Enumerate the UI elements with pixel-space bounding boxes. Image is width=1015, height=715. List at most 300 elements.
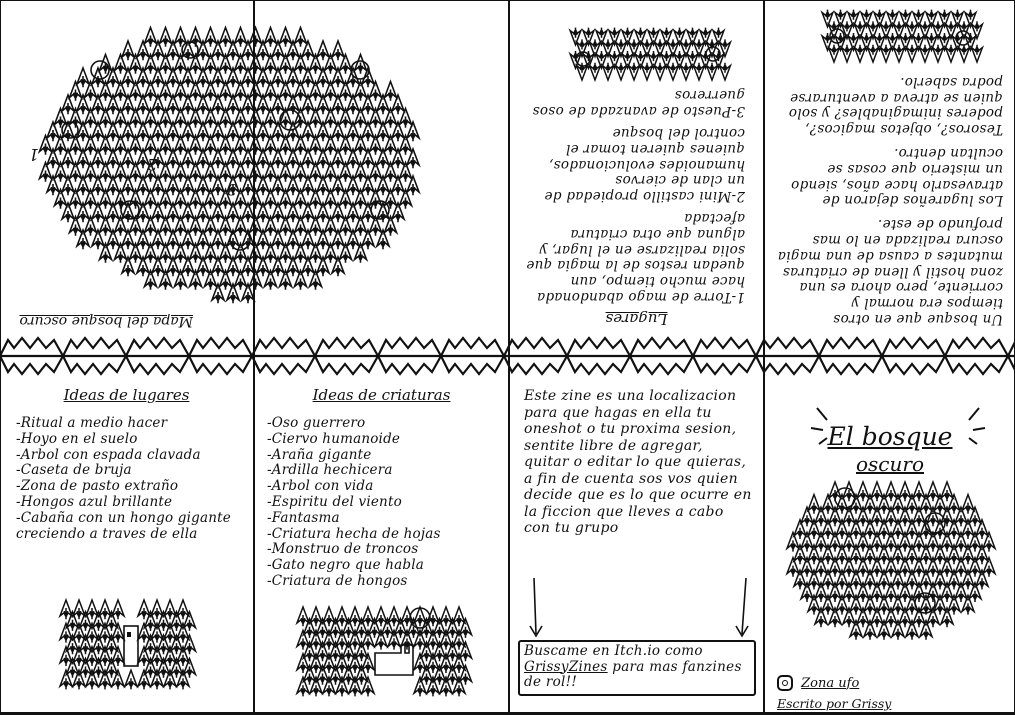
- tree-drawing: [969, 507, 981, 526]
- tree-drawing: [302, 257, 314, 276]
- tree-drawing: [939, 33, 950, 50]
- tree-drawing: [407, 176, 419, 195]
- tree-drawing: [946, 21, 957, 38]
- tree-drawing: [941, 532, 953, 551]
- tree-drawing: [878, 621, 890, 640]
- tree-drawing: [983, 558, 995, 577]
- tree-drawing: [934, 595, 946, 614]
- tree-drawing: [900, 10, 911, 27]
- tree-drawing: [257, 41, 269, 60]
- tree-drawing: [822, 495, 834, 514]
- tree-drawing: [700, 28, 711, 45]
- tree-drawing: [310, 244, 322, 263]
- tree-drawing: [616, 39, 627, 56]
- tree-drawing: [927, 507, 939, 526]
- tree-drawing: [257, 203, 269, 222]
- tree-drawing: [829, 507, 841, 526]
- tree-drawing: [257, 230, 269, 249]
- tree-drawing: [857, 558, 869, 577]
- zine-description: Este zine es una localizacion para que hagas en ella tu oneshot o tu proxima sesion, sentite libre de agregar, quitar o editar lo que quieras, a fin de cuenta sos vos quien decide que es lo que ocurre en la ficcion que lleves a cabo con tu grupo: [524, 388, 752, 536]
- tree-drawing: [842, 45, 853, 62]
- tree-drawing: [287, 95, 299, 114]
- tree-drawing: [655, 63, 666, 80]
- tree-drawing: [913, 583, 925, 602]
- tree-drawing: [965, 10, 976, 27]
- tree-drawing: [934, 495, 946, 514]
- tree-drawing: [295, 55, 307, 74]
- tree-drawing: [808, 520, 820, 539]
- cover-panel: [765, 378, 1015, 712]
- tree-drawing: [900, 33, 911, 50]
- tree-drawing: [590, 63, 601, 80]
- ideas-criaturas-list: [267, 416, 502, 590]
- tree-drawing: [272, 230, 284, 249]
- tree-drawing: [297, 677, 309, 696]
- tree-drawing: [881, 45, 892, 62]
- tree-drawing: [927, 583, 939, 602]
- tree-drawing: [347, 203, 359, 222]
- tree-drawing: [385, 190, 397, 209]
- tree-drawing: [355, 190, 367, 209]
- tree-drawing: [370, 82, 382, 101]
- itchio-link[interactable]: GrissyZines: [524, 658, 608, 675]
- tree-drawing: [850, 495, 862, 514]
- tree-drawing: [892, 495, 904, 514]
- tree-drawing: [815, 558, 827, 577]
- tree-drawing: [635, 51, 646, 68]
- tree-drawing: [272, 149, 284, 168]
- tree-drawing: [295, 271, 307, 290]
- tree-drawing: [332, 68, 344, 87]
- tree-drawing: [787, 558, 799, 577]
- tree-drawing: [850, 621, 862, 640]
- tree-drawing: [941, 583, 953, 602]
- tree-drawing: [400, 109, 412, 128]
- tree-drawing: [899, 532, 911, 551]
- tree-drawing: [265, 163, 277, 182]
- tree-drawing: [400, 163, 412, 182]
- tree-drawing: [920, 495, 932, 514]
- tree-drawing: [347, 230, 359, 249]
- tree-drawing: [801, 507, 813, 526]
- tree-drawing: [177, 670, 189, 689]
- list-item: -Monstruo de troncos: [267, 541, 419, 558]
- tree-drawing: [857, 482, 869, 501]
- tree-drawing: [899, 608, 911, 627]
- list-item: -Espiritu del viento: [267, 493, 402, 510]
- tree-drawing: [829, 608, 841, 627]
- tree-drawing: [440, 677, 452, 696]
- tree-drawing: [392, 203, 404, 222]
- tree-drawing: [857, 583, 869, 602]
- tree-drawing: [843, 583, 855, 602]
- list-item: -Ciervo humanoide: [267, 430, 401, 447]
- tree-drawing: [668, 39, 679, 56]
- tree-drawing: [332, 230, 344, 249]
- tree-drawing: [302, 95, 314, 114]
- tree-drawing: [355, 136, 367, 155]
- tree-drawing: [349, 677, 361, 696]
- tree-drawing: [794, 570, 806, 589]
- tree-drawing: [661, 51, 672, 68]
- tree-drawing: [885, 482, 897, 501]
- promo-prefix: Buscame en Itch.io como: [524, 643, 703, 659]
- tree-drawing: [392, 122, 404, 141]
- tree-drawing: [906, 621, 918, 640]
- tree-drawing: [317, 176, 329, 195]
- tree-drawing: [125, 670, 137, 689]
- tree-drawing: [920, 570, 932, 589]
- tree-drawing: [302, 149, 314, 168]
- spiky-banner: [0, 334, 1015, 378]
- tree-drawing: [340, 217, 352, 236]
- ideas-criaturas-panel: [255, 378, 508, 712]
- tree-drawing: [302, 122, 314, 141]
- list-item: -Ritual a medio hacer: [16, 415, 168, 431]
- tree-drawing: [878, 595, 890, 614]
- tree-drawing: [687, 51, 698, 68]
- tree-drawing: [265, 55, 277, 74]
- tree-drawing: [375, 630, 387, 649]
- tree-drawing: [934, 545, 946, 564]
- tree-drawing: [855, 21, 866, 38]
- tree-drawing: [913, 482, 925, 501]
- tree-drawing: [927, 558, 939, 577]
- tree-drawing: [850, 570, 862, 589]
- tree-drawing: [280, 163, 292, 182]
- ideas-lugares-panel: [0, 378, 253, 712]
- tree-drawing: [340, 136, 352, 155]
- tree-drawing: [347, 176, 359, 195]
- tree-drawing: [295, 244, 307, 263]
- instagram-row: [777, 675, 859, 691]
- tree-drawing: [629, 39, 640, 56]
- tree-drawing: [295, 28, 307, 47]
- tree-drawing: [822, 570, 834, 589]
- tree-drawing: [843, 558, 855, 577]
- tree-drawing: [920, 621, 932, 640]
- tree-drawing: [629, 63, 640, 80]
- tree-drawing: [317, 149, 329, 168]
- tree-drawing: [138, 670, 150, 689]
- tree-drawing: [302, 203, 314, 222]
- tree-drawing: [972, 45, 983, 62]
- tree-drawing: [926, 33, 937, 50]
- tree-drawing: [596, 28, 607, 45]
- tree-drawing: [871, 583, 883, 602]
- lugares-panel: [510, 0, 763, 334]
- tree-drawing: [272, 176, 284, 195]
- lugar-2: 2-Mini castillo propiedad de un clan de ciervos humanoides evolucionados, quienes quieren tomar el control del bosque: [544, 125, 745, 205]
- tree-drawing: [829, 583, 841, 602]
- tree-drawing: [899, 507, 911, 526]
- tree-drawing: [674, 51, 685, 68]
- tree-drawing: [822, 520, 834, 539]
- tree-drawing: [272, 41, 284, 60]
- tree-drawing: [355, 109, 367, 128]
- tree-drawing: [801, 583, 813, 602]
- tree-drawing: [962, 545, 974, 564]
- intro-paragraph-2: Los lugareños dejaron de atravesarlo hace años, siendo un misterio que cosas se ocultan dentro.: [790, 145, 1003, 209]
- tree-drawing: [864, 595, 876, 614]
- tree-drawing: [583, 28, 594, 45]
- tree-drawing: [603, 63, 614, 80]
- tree-drawing: [332, 203, 344, 222]
- tree-drawing: [257, 68, 269, 87]
- tree-drawing: [857, 532, 869, 551]
- tree-drawing: [927, 608, 939, 627]
- tree-drawing: [871, 482, 883, 501]
- tree-drawing: [325, 217, 337, 236]
- tree-drawing: [843, 532, 855, 551]
- tree-drawing: [355, 217, 367, 236]
- intro-paragraph-3: Tesoros?, objetos magicos?, poderes inimaginables? y solo quien se atreva a aventurarse podra saberlo.: [788, 73, 1003, 138]
- tree-drawing: [894, 45, 905, 62]
- tree-drawing: [427, 677, 439, 696]
- tree-drawing: [871, 558, 883, 577]
- tree-drawing: [850, 545, 862, 564]
- tree-drawing: [885, 608, 897, 627]
- tree-drawing: [362, 677, 374, 696]
- tree-drawing: [906, 495, 918, 514]
- tree-drawing: [822, 545, 834, 564]
- tree-drawing: [272, 95, 284, 114]
- tree-drawing: [400, 136, 412, 155]
- tree-drawing: [336, 677, 348, 696]
- tree-drawing: [962, 570, 974, 589]
- intro-panel: [765, 0, 1015, 334]
- list-item: -Criatura hecha de hojas: [267, 525, 441, 542]
- tree-drawing: [325, 109, 337, 128]
- ideas-lugares-list: [16, 416, 246, 542]
- tree-drawing: [325, 244, 337, 263]
- arrow-icons: [520, 576, 760, 646]
- tree-drawing: [808, 595, 820, 614]
- tree-drawing: [962, 495, 974, 514]
- tree-drawing: [934, 570, 946, 589]
- tree-drawing: [257, 122, 269, 141]
- tree-drawing: [362, 176, 374, 195]
- tree-drawing: [295, 217, 307, 236]
- tree-drawing: [885, 507, 897, 526]
- tree-drawing: [642, 39, 653, 56]
- tree-drawing: [885, 558, 897, 577]
- tree-drawing: [622, 51, 633, 68]
- list-item: -Ardilla hechicera: [267, 462, 393, 479]
- tree-drawing: [836, 595, 848, 614]
- lugar-3: 3-Puesto de avanzada de osos guerreros: [532, 87, 745, 120]
- tree-drawing: [257, 149, 269, 168]
- tree-drawing: [302, 68, 314, 87]
- promo-text: [520, 642, 754, 693]
- tree-drawing: [310, 163, 322, 182]
- tree-drawing: [713, 28, 724, 45]
- tree-drawing: [280, 28, 292, 47]
- tree-drawing: [377, 95, 389, 114]
- tree-drawing: [871, 507, 883, 526]
- tree-drawing: [787, 532, 799, 551]
- tree-drawing: [317, 203, 329, 222]
- list-item: -Oso guerrero: [267, 415, 366, 431]
- tree-drawing: [868, 21, 879, 38]
- tree-drawing: [295, 190, 307, 209]
- tree-drawing: [868, 45, 879, 62]
- tree-drawing: [265, 217, 277, 236]
- tree-drawing: [265, 82, 277, 101]
- tree-drawing: [622, 28, 633, 45]
- tree-drawing: [941, 558, 953, 577]
- tree-drawing: [874, 33, 885, 50]
- lugar-1: 1-Torre de mago abandonada hace mucho tiempo, aun quedan restos de la magia que solia realizarse en el lugar, y alguna que otra criatura afectada: [526, 210, 745, 305]
- tree-drawing: [295, 163, 307, 182]
- list-item: -Hongos azul brillante: [16, 493, 173, 510]
- list-item: -Arbol con vida: [267, 478, 374, 495]
- tree-drawing: [287, 149, 299, 168]
- tree-drawing: [287, 203, 299, 222]
- map-marker-2: 2: [146, 155, 157, 174]
- tree-drawing: [720, 39, 731, 56]
- tree-drawing: [287, 230, 299, 249]
- tree-drawing: [681, 63, 692, 80]
- tree-drawing: [280, 217, 292, 236]
- list-item: -Hoyo en el suelo: [16, 430, 138, 447]
- tree-drawing: [948, 520, 960, 539]
- tree-drawing: [347, 68, 359, 87]
- tree-drawing: [317, 122, 329, 141]
- tree-drawing: [848, 33, 859, 50]
- tree-drawing: [280, 271, 292, 290]
- tree-drawing: [377, 230, 389, 249]
- list-item: -Fantasma: [267, 509, 340, 526]
- tree-drawing: [265, 190, 277, 209]
- tree-drawing: [340, 82, 352, 101]
- tree-drawing: [310, 271, 322, 290]
- tree-drawing: [878, 545, 890, 564]
- tree-drawing: [272, 203, 284, 222]
- tree-drawing: [887, 33, 898, 50]
- tree-drawing: [878, 570, 890, 589]
- list-item: -Cabaña con un hongo gigante creciendo a traves de ella: [16, 509, 231, 542]
- castle-forest-illustration: [295, 603, 475, 698]
- tree-drawing: [836, 520, 848, 539]
- tree-drawing: [976, 570, 988, 589]
- tree-drawing: [843, 507, 855, 526]
- tree-drawing: [280, 136, 292, 155]
- tree-drawing: [848, 10, 859, 27]
- tree-drawing: [340, 109, 352, 128]
- tree-drawing: [287, 68, 299, 87]
- tree-drawing: [332, 149, 344, 168]
- tree-drawing: [385, 163, 397, 182]
- tree-drawing: [894, 21, 905, 38]
- tree-drawing: [257, 257, 269, 276]
- tree-drawing: [707, 63, 718, 80]
- tree-drawing: [871, 608, 883, 627]
- tree-drawing: [906, 520, 918, 539]
- tree-drawing: [983, 532, 995, 551]
- tree-drawing: [962, 520, 974, 539]
- tree-drawing: [941, 608, 953, 627]
- tree-drawing: [927, 532, 939, 551]
- tree-drawing: [674, 28, 685, 45]
- tree-drawing: [370, 109, 382, 128]
- tree-drawing: [347, 122, 359, 141]
- tree-drawing: [362, 95, 374, 114]
- tree-drawing: [340, 55, 352, 74]
- tree-drawing: [808, 495, 820, 514]
- tree-drawing: [392, 176, 404, 195]
- tree-drawing: [969, 532, 981, 551]
- tree-drawing: [864, 570, 876, 589]
- tree-drawing: [913, 33, 924, 50]
- tree-drawing: [907, 45, 918, 62]
- tree-drawing: [609, 51, 620, 68]
- tree-drawing: [164, 670, 176, 689]
- tree-drawing: [655, 39, 666, 56]
- tree-drawing: [295, 136, 307, 155]
- tree-drawing: [453, 677, 465, 696]
- instagram-handle[interactable]: Zona ufo: [801, 675, 860, 691]
- map-panel: [0, 0, 253, 334]
- tree-drawing: [377, 149, 389, 168]
- tree-drawing: [801, 558, 813, 577]
- tree-drawing: [861, 10, 872, 27]
- tree-drawing: [377, 122, 389, 141]
- tree-drawing: [317, 41, 329, 60]
- tree-drawing: [317, 68, 329, 87]
- tree-drawing: [855, 45, 866, 62]
- list-item: -Araña gigante: [267, 446, 372, 463]
- tree-drawing: [850, 595, 862, 614]
- tree-drawing: [864, 520, 876, 539]
- tree-drawing: [850, 520, 862, 539]
- list-item: -Gato negro que habla: [267, 557, 425, 574]
- tree-drawing: [815, 583, 827, 602]
- tree-drawing: [392, 95, 404, 114]
- tree-drawing: [265, 136, 277, 155]
- tree-drawing: [976, 545, 988, 564]
- tree-drawing: [920, 545, 932, 564]
- tree-drawing: [829, 45, 840, 62]
- tree-drawing: [927, 482, 939, 501]
- tree-drawing: [871, 532, 883, 551]
- tree-drawing: [370, 163, 382, 182]
- tree-drawing: [948, 495, 960, 514]
- tree-drawing: [962, 595, 974, 614]
- tree-drawing: [815, 608, 827, 627]
- tree-drawing: [570, 28, 581, 45]
- tree-drawing: [836, 570, 848, 589]
- tree-drawing: [73, 670, 85, 689]
- tree-drawing: [906, 570, 918, 589]
- tree-drawing: [887, 10, 898, 27]
- tree-drawing: [60, 670, 72, 689]
- tree-drawing: [836, 545, 848, 564]
- tree-drawing: [913, 507, 925, 526]
- tree-drawing: [959, 21, 970, 38]
- tree-drawing: [287, 122, 299, 141]
- tower-forest-illustration: [58, 596, 198, 696]
- tree-drawing: [642, 63, 653, 80]
- tree-drawing: [287, 176, 299, 195]
- lugares-title: Lugares: [605, 310, 668, 328]
- tree-drawing: [347, 149, 359, 168]
- tree-drawing: [878, 520, 890, 539]
- tree-drawing: [310, 190, 322, 209]
- tree-drawing: [265, 244, 277, 263]
- tree-drawing: [864, 545, 876, 564]
- tree-drawing: [892, 570, 904, 589]
